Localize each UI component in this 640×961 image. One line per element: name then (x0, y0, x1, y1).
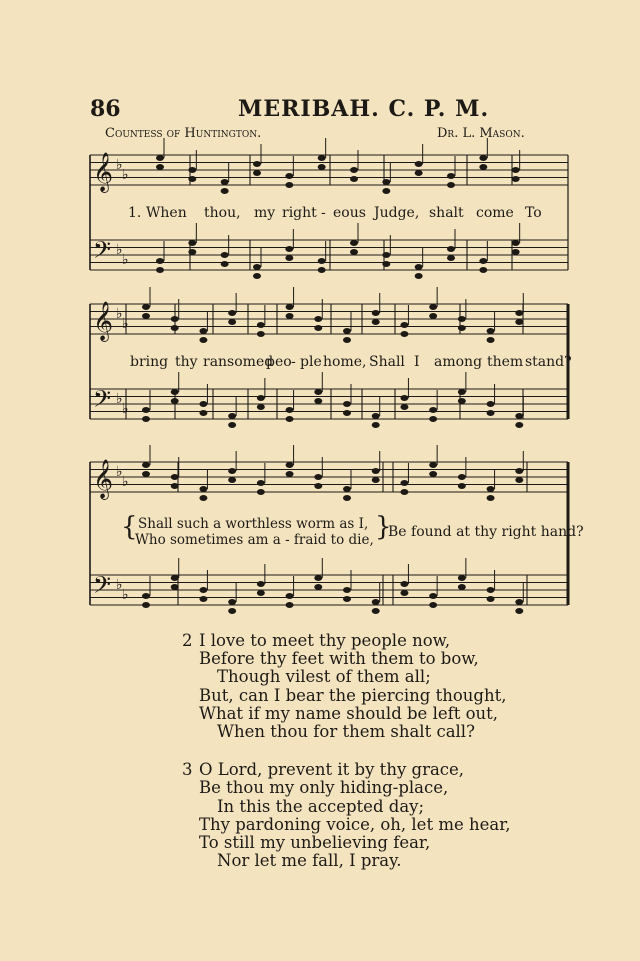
note-head (382, 188, 390, 194)
note-head (199, 587, 207, 593)
stanza-line: O Lord, prevent it by thy grace, (199, 760, 465, 780)
note-head (318, 155, 326, 161)
note-head (142, 593, 150, 599)
flat-icon: ♭ (122, 474, 129, 490)
note-head (253, 273, 261, 279)
flat-icon: ♭ (116, 242, 123, 258)
author-credit: Countess of Huntington. (105, 126, 262, 141)
note-head (400, 581, 408, 587)
lyric-word: among (434, 354, 483, 370)
bass-clef-icon: 𝄢 (93, 236, 112, 269)
lyric-lower-line: Who sometimes am a - fraid to die, (135, 532, 374, 548)
flat-icon: ♭ (122, 401, 129, 417)
note-head (286, 304, 294, 310)
flat-icon: ♭ (122, 252, 129, 268)
note-head (515, 319, 523, 325)
note-head (515, 310, 523, 316)
note-head (318, 267, 326, 273)
note-head (487, 401, 495, 407)
flat-icon: ♭ (116, 157, 123, 173)
note-head (188, 167, 196, 173)
flat-icon: ♭ (122, 167, 129, 183)
note-head (285, 182, 293, 188)
note-head (512, 167, 520, 173)
lyric-word: When (146, 205, 187, 221)
lyric-word: stand? (525, 354, 572, 370)
lyric-word: I (414, 354, 420, 370)
note-head (343, 410, 351, 416)
note-head (372, 413, 380, 419)
note-head (458, 316, 466, 322)
note-head (142, 304, 150, 310)
note-head (253, 170, 261, 176)
note-head (221, 179, 229, 185)
note-head (285, 246, 293, 252)
note-head (429, 407, 437, 413)
note-head (350, 240, 358, 246)
stanza-line: Be thou my only hiding-place, (199, 778, 449, 798)
note-head (415, 264, 423, 270)
note-head (142, 462, 150, 468)
note-head (479, 164, 487, 170)
hymn-title: MERIBAH. C. P. M. (238, 96, 490, 122)
note-head (257, 590, 265, 596)
note-head (171, 474, 179, 480)
note-head (156, 267, 164, 273)
lyric-word: Shall (369, 354, 405, 370)
lyric-word: Judge, (374, 205, 420, 221)
note-head (372, 310, 380, 316)
bass-clef-icon: 𝄢 (93, 385, 112, 418)
composer-credit: Dr. L. Mason. (437, 126, 525, 141)
note-head (515, 422, 523, 428)
note-head (372, 599, 380, 605)
note-head (447, 246, 455, 252)
note-head (257, 489, 265, 495)
note-head (515, 413, 523, 419)
note-head (171, 483, 179, 489)
note-head (400, 489, 408, 495)
note-head (343, 328, 351, 334)
note-head (142, 313, 150, 319)
note-head (221, 188, 229, 194)
note-head (257, 331, 265, 337)
note-head (429, 416, 437, 422)
stanza-line: But, can I bear the piercing thought, (199, 685, 507, 705)
note-head (343, 495, 351, 501)
stanza-line: To still my unbelieving fear, (199, 833, 431, 853)
note-head (171, 398, 179, 404)
note-head (286, 602, 294, 608)
note-head (253, 264, 261, 270)
treble-clef-icon: 𝄞 (93, 301, 114, 341)
treble-clef-icon: 𝄞 (93, 152, 114, 192)
stanza-line: I love to meet thy people now, (199, 631, 451, 650)
note-head (487, 587, 495, 593)
note-head (487, 495, 495, 501)
note-head (458, 398, 466, 404)
note-head (429, 304, 437, 310)
additional-stanzas (182, 632, 511, 890)
note-head (372, 477, 380, 483)
note-head (479, 258, 487, 264)
page-number: 86 (90, 96, 121, 122)
note-head (458, 325, 466, 331)
lyric-word: thou, (204, 205, 241, 221)
flat-icon: ♭ (116, 577, 123, 593)
note-head (487, 486, 495, 492)
flat-icon: ♭ (116, 391, 123, 407)
flat-icon: ♭ (122, 587, 129, 603)
note-head (221, 261, 229, 267)
note-head (314, 389, 322, 395)
note-head (228, 422, 236, 428)
lyric-upper-line: Shall such a worthless worm as I, (138, 516, 369, 532)
note-head (286, 416, 294, 422)
note-head (400, 395, 408, 401)
note-head (199, 495, 207, 501)
note-head (228, 608, 236, 614)
note-head (286, 471, 294, 477)
note-head (318, 258, 326, 264)
note-head (372, 608, 380, 614)
note-head (286, 407, 294, 413)
lyric-word: ransomed (203, 354, 274, 370)
note-head (343, 486, 351, 492)
lyric-word: eous (333, 205, 366, 221)
note-head (429, 313, 437, 319)
note-head (156, 258, 164, 264)
note-head (447, 182, 455, 188)
note-head (429, 602, 437, 608)
note-head (257, 395, 265, 401)
note-head (512, 249, 520, 255)
stanza-line: Though vilest of them all; (217, 667, 431, 687)
stanza-line: What if my name should be left out, (199, 703, 499, 723)
bass-clef-icon: 𝄢 (93, 571, 112, 604)
note-head (286, 462, 294, 468)
lyric-word: right (282, 205, 317, 221)
note-head (314, 474, 322, 480)
lyric-brace-left: { (121, 512, 138, 542)
lyric-hyphen: - (321, 205, 326, 221)
lyric-word: come (476, 205, 514, 221)
note-head (171, 316, 179, 322)
note-head (171, 575, 179, 581)
note-head (512, 176, 520, 182)
note-head (286, 593, 294, 599)
lyric-brace-right: } (375, 512, 392, 542)
note-head (142, 471, 150, 477)
note-head (372, 319, 380, 325)
note-head (142, 416, 150, 422)
note-head (343, 337, 351, 343)
note-head (400, 590, 408, 596)
note-head (458, 575, 466, 581)
note-head (487, 596, 495, 602)
lyric-end-line: Be found at thy right hand? (388, 524, 584, 540)
note-head (415, 170, 423, 176)
treble-clef-icon: 𝄞 (93, 459, 114, 499)
note-head (458, 474, 466, 480)
note-head (156, 164, 164, 170)
note-head (415, 161, 423, 167)
note-head (171, 325, 179, 331)
lyric-word: home, (323, 354, 367, 370)
note-head (199, 596, 207, 602)
note-head (447, 173, 455, 179)
note-head (400, 322, 408, 328)
note-head (350, 249, 358, 255)
stanza-line: Thy pardoning voice, oh, let me hear, (199, 814, 511, 834)
note-head (429, 471, 437, 477)
note-head (515, 477, 523, 483)
lyric-word: To (525, 205, 542, 221)
note-head (199, 486, 207, 492)
note-head (257, 322, 265, 328)
note-head (228, 477, 236, 483)
stanza-3 (182, 761, 511, 870)
note-head (228, 319, 236, 325)
note-head (188, 176, 196, 182)
note-head (199, 410, 207, 416)
note-head (372, 422, 380, 428)
note-head (257, 581, 265, 587)
lyric-word: shalt (429, 205, 464, 221)
lyric-word: bring (130, 354, 169, 370)
stanza-number: 2 (182, 631, 193, 650)
flat-icon: ♭ (116, 306, 123, 322)
note-head (400, 404, 408, 410)
note-head (415, 273, 423, 279)
lyric-word: my (254, 205, 276, 221)
note-head (228, 599, 236, 605)
note-head (458, 483, 466, 489)
lyric-word: them (487, 354, 524, 370)
note-head (400, 480, 408, 486)
lyric-word: peo (266, 354, 292, 370)
note-head (382, 261, 390, 267)
note-head (228, 468, 236, 474)
note-head (156, 155, 164, 161)
note-head (286, 313, 294, 319)
note-head (314, 316, 322, 322)
note-head (142, 407, 150, 413)
note-head (318, 164, 326, 170)
flat-icon: ♭ (122, 316, 129, 332)
note-head (429, 462, 437, 468)
note-head (285, 173, 293, 179)
note-head (458, 389, 466, 395)
note-head (479, 155, 487, 161)
stanza-2 (182, 632, 511, 741)
note-head (314, 483, 322, 489)
note-head (400, 331, 408, 337)
note-head (221, 252, 229, 258)
note-head (515, 468, 523, 474)
note-head (188, 249, 196, 255)
note-head (199, 337, 207, 343)
note-head (257, 480, 265, 486)
flat-icon: ♭ (116, 464, 123, 480)
stanza-line: In this the accepted day; (217, 796, 425, 816)
note-head (199, 328, 207, 334)
lyric-word: thy (175, 354, 198, 370)
note-head (253, 161, 261, 167)
note-head (171, 389, 179, 395)
note-head (487, 328, 495, 334)
note-head (372, 468, 380, 474)
note-head (515, 599, 523, 605)
note-head (228, 413, 236, 419)
stanza-line: Nor let me fall, I pray. (217, 851, 402, 871)
note-head (257, 404, 265, 410)
note-head (343, 401, 351, 407)
note-head (479, 267, 487, 273)
note-head (512, 240, 520, 246)
lyric-verse-number: 1. (128, 205, 142, 221)
note-head (188, 240, 196, 246)
note-head (343, 596, 351, 602)
lyric-word: ple (300, 354, 322, 370)
note-head (343, 587, 351, 593)
note-head (142, 602, 150, 608)
note-head (447, 255, 455, 261)
note-head (314, 398, 322, 404)
note-head (314, 575, 322, 581)
note-head (458, 584, 466, 590)
note-head (314, 584, 322, 590)
lyric-hyphen: - (291, 354, 296, 370)
note-head (350, 176, 358, 182)
note-head (382, 252, 390, 258)
note-head (285, 255, 293, 261)
stanza-line: Before thy feet with them to bow, (199, 649, 479, 669)
note-head (515, 608, 523, 614)
stanza-line: When thou for them shalt call? (217, 722, 475, 742)
note-head (314, 325, 322, 331)
note-head (171, 584, 179, 590)
note-head (350, 167, 358, 173)
note-head (199, 401, 207, 407)
stanza-number: 3 (182, 760, 193, 780)
note-head (382, 179, 390, 185)
note-head (487, 337, 495, 343)
note-head (228, 310, 236, 316)
note-head (429, 593, 437, 599)
note-head (487, 410, 495, 416)
